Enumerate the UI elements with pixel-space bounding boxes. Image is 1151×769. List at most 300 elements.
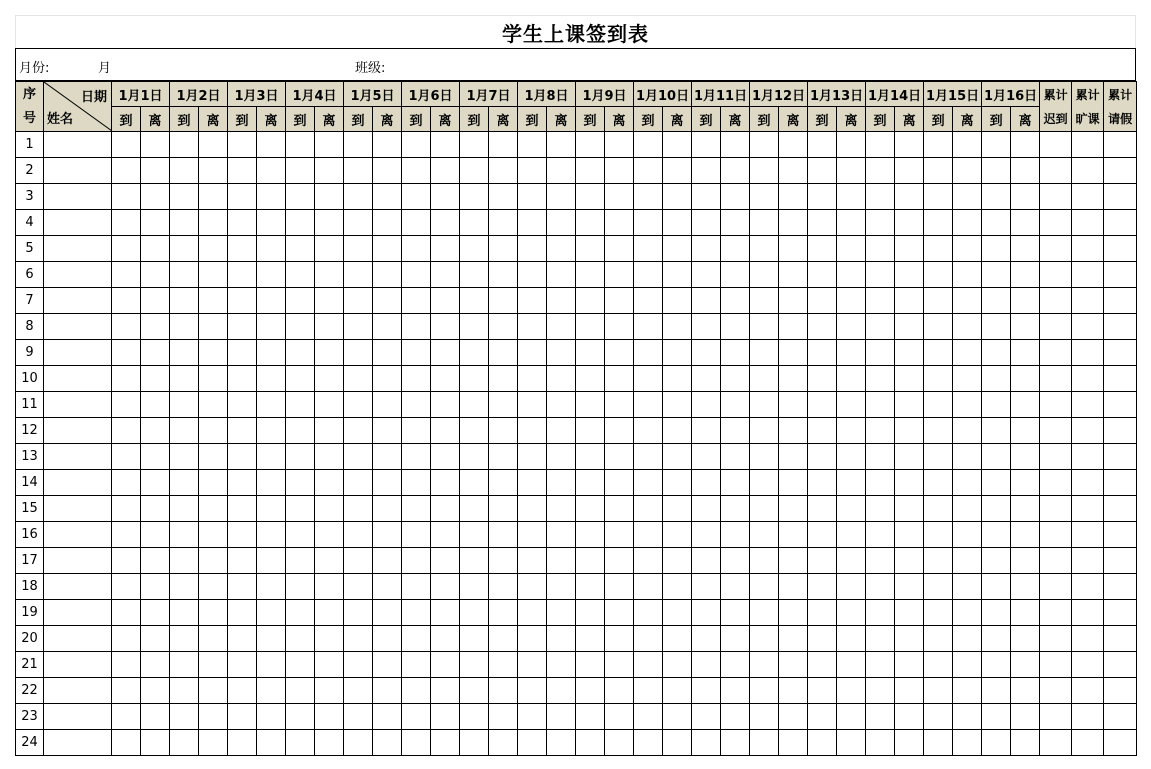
leave-cell[interactable] bbox=[605, 626, 634, 652]
arrive-cell[interactable] bbox=[866, 210, 895, 236]
leave-cell[interactable] bbox=[199, 210, 228, 236]
arrive-cell[interactable] bbox=[402, 392, 431, 418]
leave-cell[interactable] bbox=[373, 418, 402, 444]
arrive-cell[interactable] bbox=[634, 626, 663, 652]
leave-cell[interactable] bbox=[547, 652, 576, 678]
arrive-cell[interactable] bbox=[866, 184, 895, 210]
arrive-cell[interactable] bbox=[866, 288, 895, 314]
arrive-cell[interactable] bbox=[112, 470, 141, 496]
arrive-cell[interactable] bbox=[402, 418, 431, 444]
arrive-cell[interactable] bbox=[924, 522, 953, 548]
arrive-cell[interactable] bbox=[228, 496, 257, 522]
arrive-cell[interactable] bbox=[170, 132, 199, 158]
leave-cell[interactable] bbox=[779, 730, 808, 756]
arrive-cell[interactable] bbox=[634, 366, 663, 392]
leave-cell[interactable] bbox=[1011, 158, 1040, 184]
total-cell[interactable] bbox=[1104, 366, 1137, 392]
leave-cell[interactable] bbox=[895, 158, 924, 184]
arrive-cell[interactable] bbox=[634, 496, 663, 522]
arrive-cell[interactable] bbox=[634, 470, 663, 496]
arrive-cell[interactable] bbox=[170, 704, 199, 730]
arrive-cell[interactable] bbox=[112, 652, 141, 678]
total-cell[interactable] bbox=[1040, 730, 1072, 756]
arrive-cell[interactable] bbox=[982, 522, 1011, 548]
leave-cell[interactable] bbox=[779, 470, 808, 496]
leave-cell[interactable] bbox=[605, 678, 634, 704]
total-cell[interactable] bbox=[1072, 704, 1104, 730]
leave-cell[interactable] bbox=[605, 730, 634, 756]
arrive-cell[interactable] bbox=[170, 626, 199, 652]
arrive-cell[interactable] bbox=[402, 314, 431, 340]
arrive-cell[interactable] bbox=[866, 340, 895, 366]
leave-cell[interactable] bbox=[257, 600, 286, 626]
arrive-cell[interactable] bbox=[866, 600, 895, 626]
arrive-cell[interactable] bbox=[576, 704, 605, 730]
arrive-cell[interactable] bbox=[576, 236, 605, 262]
leave-cell[interactable] bbox=[953, 444, 982, 470]
leave-cell[interactable] bbox=[257, 704, 286, 730]
arrive-cell[interactable] bbox=[750, 314, 779, 340]
total-cell[interactable] bbox=[1072, 678, 1104, 704]
leave-cell[interactable] bbox=[431, 678, 460, 704]
arrive-cell[interactable] bbox=[402, 626, 431, 652]
leave-cell[interactable] bbox=[199, 236, 228, 262]
arrive-cell[interactable] bbox=[692, 652, 721, 678]
arrive-cell[interactable] bbox=[170, 314, 199, 340]
arrive-cell[interactable] bbox=[170, 340, 199, 366]
leave-cell[interactable] bbox=[315, 678, 344, 704]
arrive-cell[interactable] bbox=[692, 314, 721, 340]
arrive-cell[interactable] bbox=[344, 600, 373, 626]
leave-cell[interactable] bbox=[489, 184, 518, 210]
leave-cell[interactable] bbox=[721, 470, 750, 496]
leave-cell[interactable] bbox=[837, 444, 866, 470]
leave-cell[interactable] bbox=[1011, 288, 1040, 314]
leave-cell[interactable] bbox=[895, 626, 924, 652]
arrive-cell[interactable] bbox=[692, 262, 721, 288]
leave-cell[interactable] bbox=[779, 340, 808, 366]
total-cell[interactable] bbox=[1040, 288, 1072, 314]
leave-cell[interactable] bbox=[373, 704, 402, 730]
leave-cell[interactable] bbox=[895, 314, 924, 340]
arrive-cell[interactable] bbox=[692, 236, 721, 262]
leave-cell[interactable] bbox=[895, 730, 924, 756]
arrive-cell[interactable] bbox=[808, 210, 837, 236]
arrive-cell[interactable] bbox=[344, 262, 373, 288]
leave-cell[interactable] bbox=[779, 574, 808, 600]
arrive-cell[interactable] bbox=[692, 600, 721, 626]
leave-cell[interactable] bbox=[779, 392, 808, 418]
leave-cell[interactable] bbox=[199, 366, 228, 392]
arrive-cell[interactable] bbox=[808, 626, 837, 652]
arrive-cell[interactable] bbox=[228, 522, 257, 548]
leave-cell[interactable] bbox=[953, 262, 982, 288]
arrive-cell[interactable] bbox=[808, 678, 837, 704]
arrive-cell[interactable] bbox=[460, 496, 489, 522]
leave-cell[interactable] bbox=[779, 184, 808, 210]
total-cell[interactable] bbox=[1072, 418, 1104, 444]
leave-cell[interactable] bbox=[837, 366, 866, 392]
arrive-cell[interactable] bbox=[750, 704, 779, 730]
arrive-cell[interactable] bbox=[982, 340, 1011, 366]
leave-cell[interactable] bbox=[547, 340, 576, 366]
leave-cell[interactable] bbox=[1011, 366, 1040, 392]
leave-cell[interactable] bbox=[663, 132, 692, 158]
leave-cell[interactable] bbox=[315, 704, 344, 730]
arrive-cell[interactable] bbox=[170, 184, 199, 210]
arrive-cell[interactable] bbox=[460, 730, 489, 756]
leave-cell[interactable] bbox=[257, 132, 286, 158]
leave-cell[interactable] bbox=[141, 704, 170, 730]
leave-cell[interactable] bbox=[431, 522, 460, 548]
leave-cell[interactable] bbox=[663, 652, 692, 678]
arrive-cell[interactable] bbox=[402, 678, 431, 704]
arrive-cell[interactable] bbox=[576, 366, 605, 392]
arrive-cell[interactable] bbox=[692, 132, 721, 158]
leave-cell[interactable] bbox=[663, 236, 692, 262]
leave-cell[interactable] bbox=[721, 236, 750, 262]
leave-cell[interactable] bbox=[141, 470, 170, 496]
leave-cell[interactable] bbox=[315, 288, 344, 314]
total-cell[interactable] bbox=[1104, 574, 1137, 600]
arrive-cell[interactable] bbox=[634, 548, 663, 574]
leave-cell[interactable] bbox=[315, 314, 344, 340]
arrive-cell[interactable] bbox=[866, 158, 895, 184]
leave-cell[interactable] bbox=[199, 444, 228, 470]
leave-cell[interactable] bbox=[315, 470, 344, 496]
leave-cell[interactable] bbox=[721, 574, 750, 600]
leave-cell[interactable] bbox=[489, 678, 518, 704]
leave-cell[interactable] bbox=[953, 548, 982, 574]
leave-cell[interactable] bbox=[605, 236, 634, 262]
total-cell[interactable] bbox=[1072, 444, 1104, 470]
leave-cell[interactable] bbox=[489, 548, 518, 574]
arrive-cell[interactable] bbox=[112, 704, 141, 730]
leave-cell[interactable] bbox=[895, 496, 924, 522]
arrive-cell[interactable] bbox=[112, 392, 141, 418]
leave-cell[interactable] bbox=[489, 496, 518, 522]
arrive-cell[interactable] bbox=[170, 730, 199, 756]
leave-cell[interactable] bbox=[141, 730, 170, 756]
arrive-cell[interactable] bbox=[692, 730, 721, 756]
total-cell[interactable] bbox=[1072, 158, 1104, 184]
leave-cell[interactable] bbox=[373, 210, 402, 236]
leave-cell[interactable] bbox=[837, 652, 866, 678]
name-cell[interactable] bbox=[44, 678, 112, 704]
leave-cell[interactable] bbox=[141, 236, 170, 262]
arrive-cell[interactable] bbox=[634, 730, 663, 756]
leave-cell[interactable] bbox=[837, 262, 866, 288]
arrive-cell[interactable] bbox=[402, 132, 431, 158]
leave-cell[interactable] bbox=[837, 158, 866, 184]
name-cell[interactable] bbox=[44, 314, 112, 340]
arrive-cell[interactable] bbox=[460, 548, 489, 574]
leave-cell[interactable] bbox=[431, 132, 460, 158]
leave-cell[interactable] bbox=[953, 288, 982, 314]
arrive-cell[interactable] bbox=[112, 548, 141, 574]
leave-cell[interactable] bbox=[721, 444, 750, 470]
arrive-cell[interactable] bbox=[518, 158, 547, 184]
arrive-cell[interactable] bbox=[982, 626, 1011, 652]
arrive-cell[interactable] bbox=[924, 132, 953, 158]
leave-cell[interactable] bbox=[141, 158, 170, 184]
leave-cell[interactable] bbox=[141, 366, 170, 392]
arrive-cell[interactable] bbox=[634, 158, 663, 184]
arrive-cell[interactable] bbox=[924, 314, 953, 340]
arrive-cell[interactable] bbox=[518, 184, 547, 210]
arrive-cell[interactable] bbox=[576, 626, 605, 652]
total-cell[interactable] bbox=[1104, 730, 1137, 756]
name-cell[interactable] bbox=[44, 496, 112, 522]
arrive-cell[interactable] bbox=[924, 626, 953, 652]
leave-cell[interactable] bbox=[431, 366, 460, 392]
arrive-cell[interactable] bbox=[924, 288, 953, 314]
arrive-cell[interactable] bbox=[750, 288, 779, 314]
leave-cell[interactable] bbox=[837, 522, 866, 548]
arrive-cell[interactable] bbox=[518, 210, 547, 236]
leave-cell[interactable] bbox=[257, 548, 286, 574]
leave-cell[interactable] bbox=[431, 704, 460, 730]
arrive-cell[interactable] bbox=[866, 314, 895, 340]
arrive-cell[interactable] bbox=[518, 132, 547, 158]
arrive-cell[interactable] bbox=[228, 158, 257, 184]
arrive-cell[interactable] bbox=[692, 392, 721, 418]
leave-cell[interactable] bbox=[547, 132, 576, 158]
name-cell[interactable] bbox=[44, 548, 112, 574]
arrive-cell[interactable] bbox=[228, 314, 257, 340]
arrive-cell[interactable] bbox=[634, 418, 663, 444]
leave-cell[interactable] bbox=[663, 600, 692, 626]
leave-cell[interactable] bbox=[605, 288, 634, 314]
arrive-cell[interactable] bbox=[576, 184, 605, 210]
arrive-cell[interactable] bbox=[982, 496, 1011, 522]
total-cell[interactable] bbox=[1072, 340, 1104, 366]
leave-cell[interactable] bbox=[721, 730, 750, 756]
leave-cell[interactable] bbox=[663, 366, 692, 392]
total-cell[interactable] bbox=[1104, 522, 1137, 548]
arrive-cell[interactable] bbox=[460, 444, 489, 470]
arrive-cell[interactable] bbox=[808, 470, 837, 496]
leave-cell[interactable] bbox=[605, 470, 634, 496]
arrive-cell[interactable] bbox=[170, 288, 199, 314]
total-cell[interactable] bbox=[1072, 132, 1104, 158]
leave-cell[interactable] bbox=[489, 574, 518, 600]
arrive-cell[interactable] bbox=[866, 678, 895, 704]
leave-cell[interactable] bbox=[895, 704, 924, 730]
leave-cell[interactable] bbox=[547, 288, 576, 314]
leave-cell[interactable] bbox=[779, 366, 808, 392]
arrive-cell[interactable] bbox=[808, 158, 837, 184]
arrive-cell[interactable] bbox=[402, 574, 431, 600]
arrive-cell[interactable] bbox=[460, 262, 489, 288]
arrive-cell[interactable] bbox=[286, 522, 315, 548]
total-cell[interactable] bbox=[1040, 366, 1072, 392]
leave-cell[interactable] bbox=[373, 678, 402, 704]
leave-cell[interactable] bbox=[373, 314, 402, 340]
arrive-cell[interactable] bbox=[112, 418, 141, 444]
arrive-cell[interactable] bbox=[460, 314, 489, 340]
total-cell[interactable] bbox=[1040, 626, 1072, 652]
arrive-cell[interactable] bbox=[170, 158, 199, 184]
arrive-cell[interactable] bbox=[228, 678, 257, 704]
arrive-cell[interactable] bbox=[750, 158, 779, 184]
leave-cell[interactable] bbox=[547, 236, 576, 262]
total-cell[interactable] bbox=[1072, 652, 1104, 678]
leave-cell[interactable] bbox=[257, 262, 286, 288]
arrive-cell[interactable] bbox=[402, 340, 431, 366]
leave-cell[interactable] bbox=[199, 418, 228, 444]
leave-cell[interactable] bbox=[257, 366, 286, 392]
leave-cell[interactable] bbox=[1011, 236, 1040, 262]
leave-cell[interactable] bbox=[489, 210, 518, 236]
arrive-cell[interactable] bbox=[924, 704, 953, 730]
arrive-cell[interactable] bbox=[112, 236, 141, 262]
leave-cell[interactable] bbox=[663, 496, 692, 522]
leave-cell[interactable] bbox=[489, 236, 518, 262]
leave-cell[interactable] bbox=[199, 288, 228, 314]
leave-cell[interactable] bbox=[953, 574, 982, 600]
leave-cell[interactable] bbox=[953, 496, 982, 522]
total-cell[interactable] bbox=[1072, 600, 1104, 626]
arrive-cell[interactable] bbox=[460, 678, 489, 704]
leave-cell[interactable] bbox=[837, 340, 866, 366]
arrive-cell[interactable] bbox=[808, 704, 837, 730]
leave-cell[interactable] bbox=[779, 704, 808, 730]
arrive-cell[interactable] bbox=[518, 548, 547, 574]
leave-cell[interactable] bbox=[431, 262, 460, 288]
arrive-cell[interactable] bbox=[228, 392, 257, 418]
leave-cell[interactable] bbox=[547, 704, 576, 730]
total-cell[interactable] bbox=[1104, 340, 1137, 366]
leave-cell[interactable] bbox=[547, 470, 576, 496]
arrive-cell[interactable] bbox=[344, 392, 373, 418]
arrive-cell[interactable] bbox=[866, 548, 895, 574]
arrive-cell[interactable] bbox=[750, 496, 779, 522]
total-cell[interactable] bbox=[1040, 236, 1072, 262]
arrive-cell[interactable] bbox=[750, 678, 779, 704]
leave-cell[interactable] bbox=[779, 132, 808, 158]
total-cell[interactable] bbox=[1104, 184, 1137, 210]
leave-cell[interactable] bbox=[431, 288, 460, 314]
leave-cell[interactable] bbox=[895, 652, 924, 678]
arrive-cell[interactable] bbox=[460, 392, 489, 418]
leave-cell[interactable] bbox=[431, 574, 460, 600]
arrive-cell[interactable] bbox=[286, 340, 315, 366]
leave-cell[interactable] bbox=[721, 184, 750, 210]
arrive-cell[interactable] bbox=[228, 600, 257, 626]
arrive-cell[interactable] bbox=[112, 522, 141, 548]
leave-cell[interactable] bbox=[315, 158, 344, 184]
name-cell[interactable] bbox=[44, 418, 112, 444]
arrive-cell[interactable] bbox=[228, 470, 257, 496]
leave-cell[interactable] bbox=[547, 600, 576, 626]
arrive-cell[interactable] bbox=[634, 210, 663, 236]
arrive-cell[interactable] bbox=[344, 652, 373, 678]
arrive-cell[interactable] bbox=[112, 496, 141, 522]
leave-cell[interactable] bbox=[605, 600, 634, 626]
leave-cell[interactable] bbox=[779, 496, 808, 522]
leave-cell[interactable] bbox=[895, 600, 924, 626]
name-cell[interactable] bbox=[44, 600, 112, 626]
total-cell[interactable] bbox=[1040, 158, 1072, 184]
leave-cell[interactable] bbox=[257, 730, 286, 756]
leave-cell[interactable] bbox=[199, 184, 228, 210]
arrive-cell[interactable] bbox=[170, 392, 199, 418]
leave-cell[interactable] bbox=[663, 470, 692, 496]
leave-cell[interactable] bbox=[721, 548, 750, 574]
leave-cell[interactable] bbox=[721, 496, 750, 522]
arrive-cell[interactable] bbox=[286, 366, 315, 392]
arrive-cell[interactable] bbox=[112, 444, 141, 470]
leave-cell[interactable] bbox=[257, 496, 286, 522]
total-cell[interactable] bbox=[1040, 314, 1072, 340]
arrive-cell[interactable] bbox=[228, 418, 257, 444]
leave-cell[interactable] bbox=[315, 444, 344, 470]
arrive-cell[interactable] bbox=[924, 548, 953, 574]
arrive-cell[interactable] bbox=[808, 574, 837, 600]
leave-cell[interactable] bbox=[199, 158, 228, 184]
leave-cell[interactable] bbox=[605, 392, 634, 418]
leave-cell[interactable] bbox=[373, 132, 402, 158]
leave-cell[interactable] bbox=[721, 626, 750, 652]
leave-cell[interactable] bbox=[257, 418, 286, 444]
leave-cell[interactable] bbox=[1011, 548, 1040, 574]
arrive-cell[interactable] bbox=[228, 340, 257, 366]
total-cell[interactable] bbox=[1072, 366, 1104, 392]
leave-cell[interactable] bbox=[837, 730, 866, 756]
leave-cell[interactable] bbox=[547, 574, 576, 600]
total-cell[interactable] bbox=[1072, 314, 1104, 340]
total-cell[interactable] bbox=[1040, 600, 1072, 626]
arrive-cell[interactable] bbox=[808, 548, 837, 574]
arrive-cell[interactable] bbox=[808, 652, 837, 678]
arrive-cell[interactable] bbox=[518, 652, 547, 678]
arrive-cell[interactable] bbox=[112, 678, 141, 704]
leave-cell[interactable] bbox=[837, 470, 866, 496]
leave-cell[interactable] bbox=[141, 418, 170, 444]
leave-cell[interactable] bbox=[489, 314, 518, 340]
leave-cell[interactable] bbox=[1011, 132, 1040, 158]
arrive-cell[interactable] bbox=[286, 392, 315, 418]
leave-cell[interactable] bbox=[895, 236, 924, 262]
arrive-cell[interactable] bbox=[286, 600, 315, 626]
name-cell[interactable] bbox=[44, 444, 112, 470]
arrive-cell[interactable] bbox=[808, 600, 837, 626]
leave-cell[interactable] bbox=[837, 184, 866, 210]
leave-cell[interactable] bbox=[547, 366, 576, 392]
arrive-cell[interactable] bbox=[402, 236, 431, 262]
name-cell[interactable] bbox=[44, 574, 112, 600]
arrive-cell[interactable] bbox=[634, 444, 663, 470]
arrive-cell[interactable] bbox=[402, 444, 431, 470]
leave-cell[interactable] bbox=[605, 496, 634, 522]
leave-cell[interactable] bbox=[547, 444, 576, 470]
leave-cell[interactable] bbox=[605, 548, 634, 574]
leave-cell[interactable] bbox=[141, 496, 170, 522]
total-cell[interactable] bbox=[1104, 444, 1137, 470]
leave-cell[interactable] bbox=[373, 288, 402, 314]
leave-cell[interactable] bbox=[489, 262, 518, 288]
leave-cell[interactable] bbox=[605, 366, 634, 392]
total-cell[interactable] bbox=[1104, 496, 1137, 522]
leave-cell[interactable] bbox=[373, 600, 402, 626]
arrive-cell[interactable] bbox=[344, 236, 373, 262]
arrive-cell[interactable] bbox=[344, 158, 373, 184]
total-cell[interactable] bbox=[1040, 392, 1072, 418]
arrive-cell[interactable] bbox=[808, 392, 837, 418]
arrive-cell[interactable] bbox=[576, 158, 605, 184]
arrive-cell[interactable] bbox=[634, 574, 663, 600]
